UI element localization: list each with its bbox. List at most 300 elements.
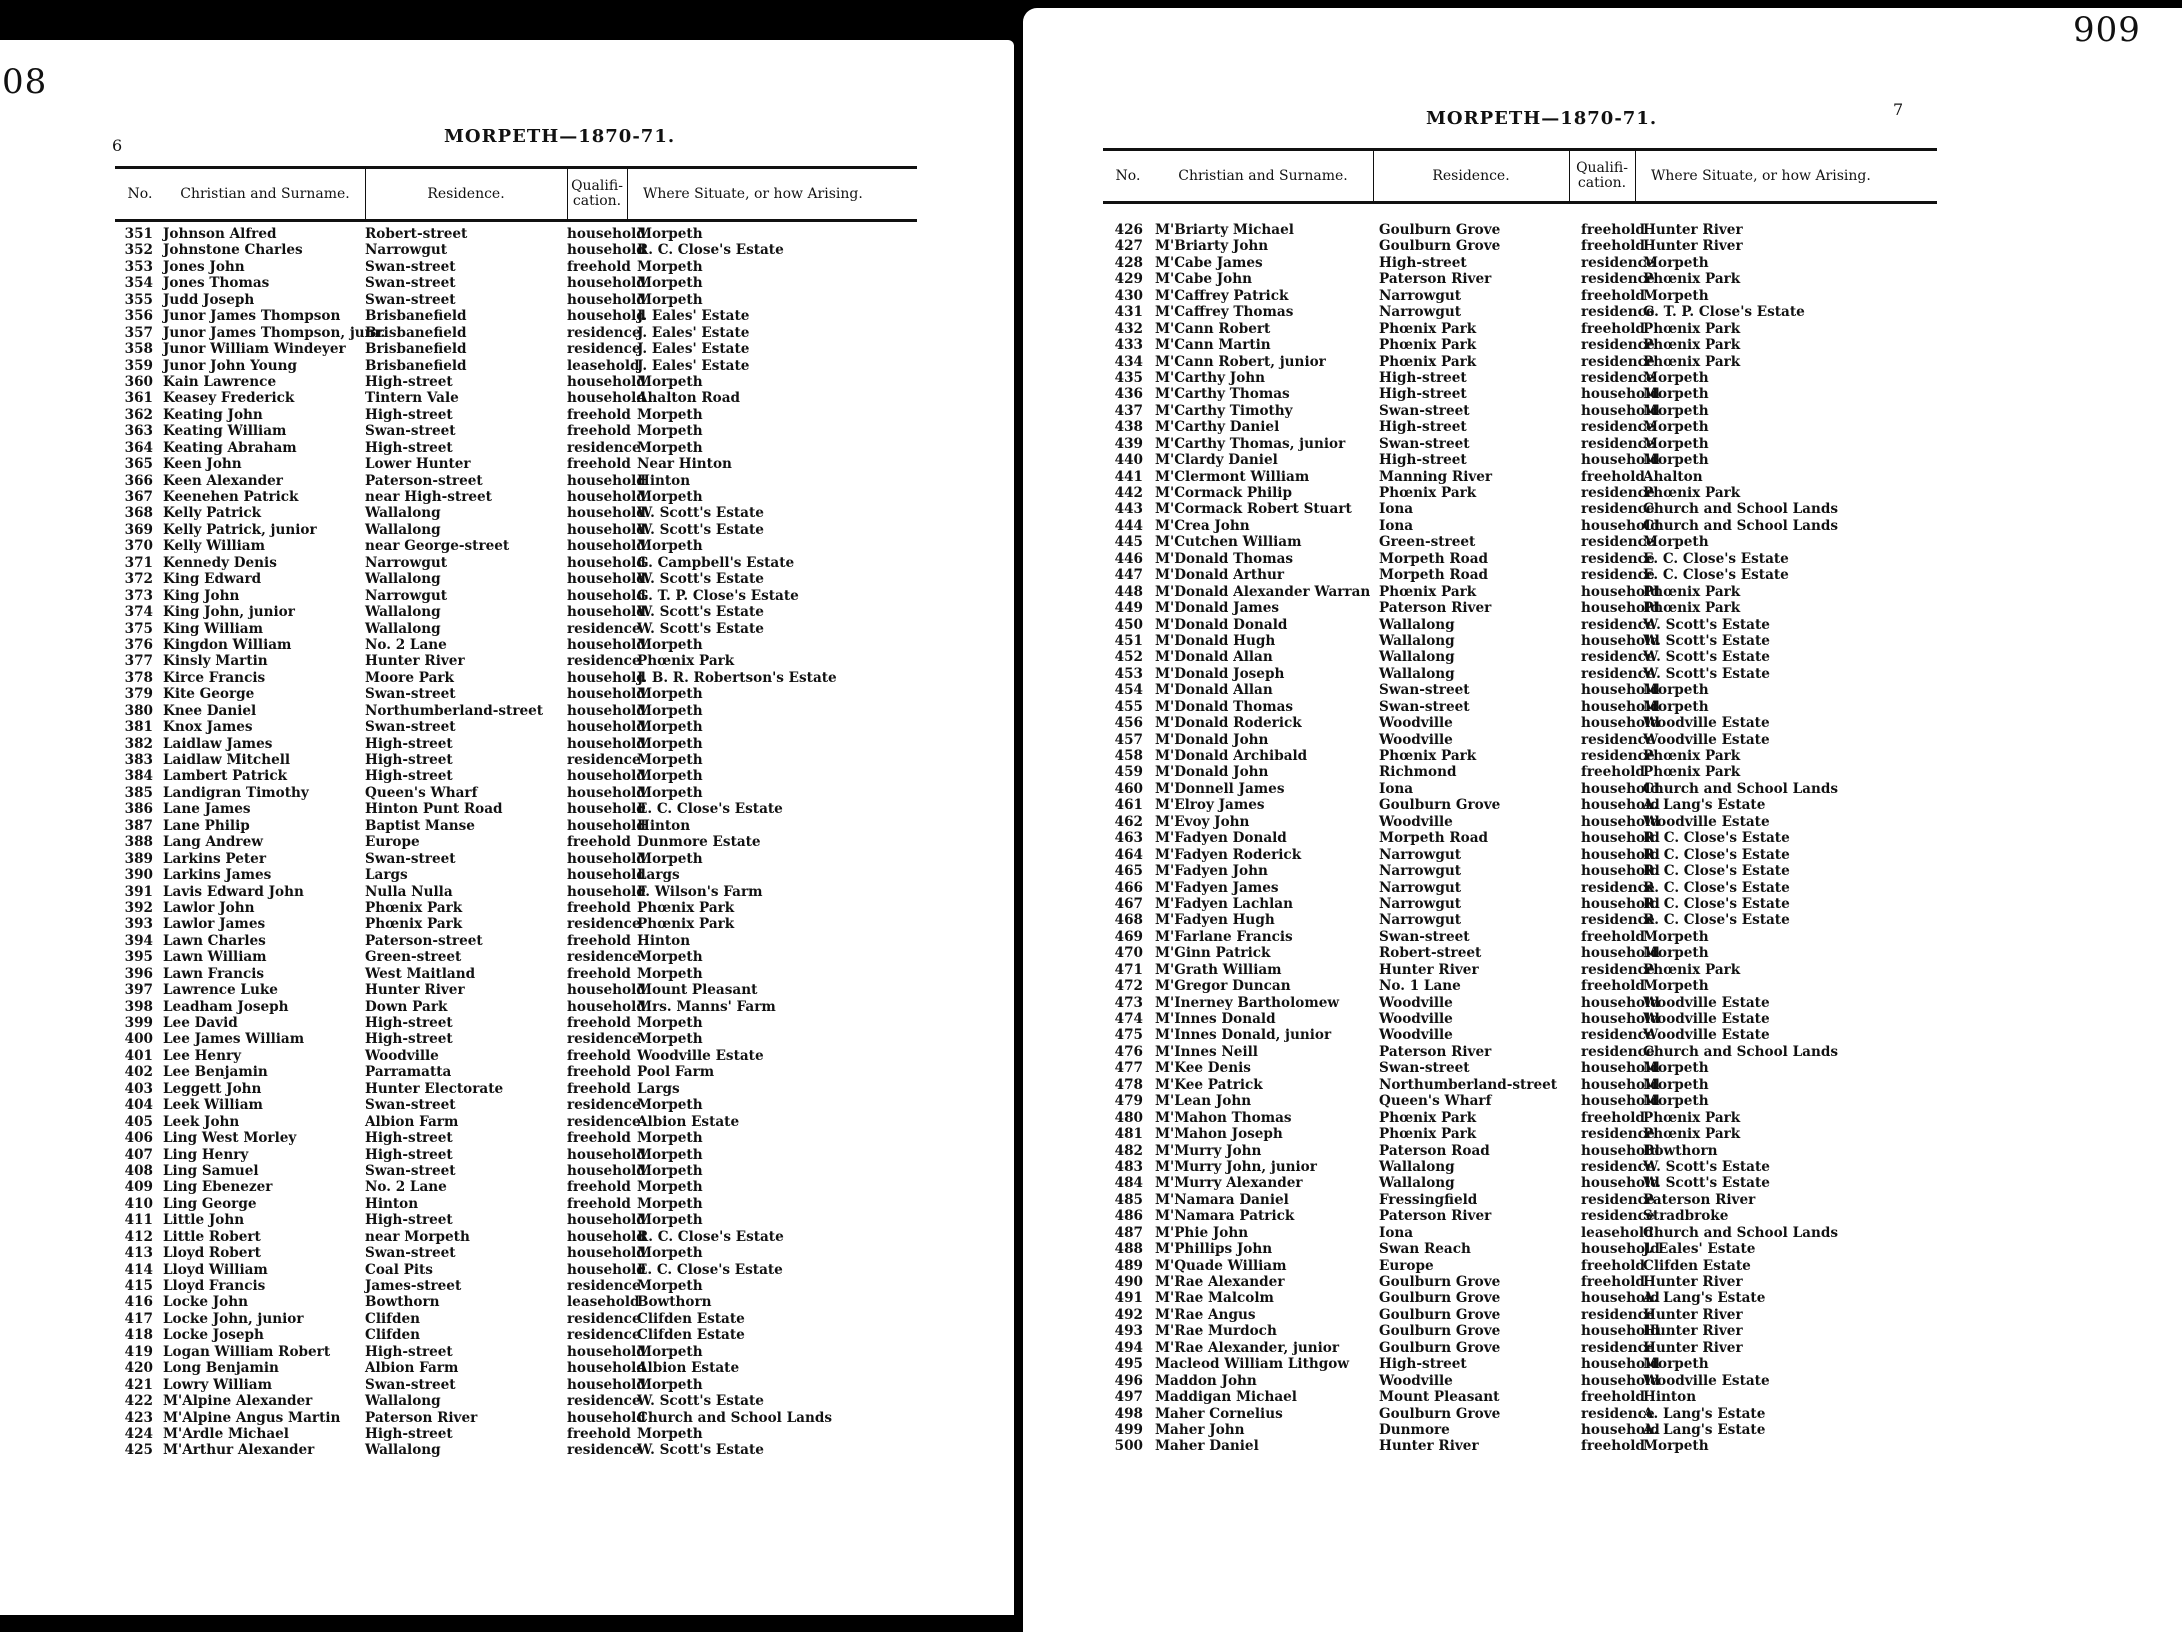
entry-where: R. C. Close's Estate bbox=[1643, 863, 1790, 880]
entry-name: Lane Philip bbox=[163, 817, 250, 834]
entry-name: M'Donald Roderick bbox=[1155, 715, 1302, 732]
entry-name: M'Rae Malcolm bbox=[1155, 1290, 1274, 1307]
entry-residence: Hunter River bbox=[1379, 961, 1479, 978]
entry-name: Ling Henry bbox=[163, 1146, 249, 1163]
entry-number: 424 bbox=[124, 1425, 153, 1442]
entry-qualification: freehold bbox=[1581, 222, 1645, 238]
entry-residence: No. 1 Lane bbox=[1379, 978, 1461, 995]
entry-number: 385 bbox=[124, 784, 153, 801]
entry-where: G. Campbell's Estate bbox=[637, 554, 795, 571]
entry-number: 465 bbox=[1114, 863, 1143, 880]
entry-residence: Woodville bbox=[1379, 1027, 1453, 1044]
entry-where: Morpeth bbox=[637, 291, 703, 308]
entry-residence: Phœnix Park bbox=[1379, 337, 1477, 354]
entry-residence: High-street bbox=[365, 1146, 453, 1163]
entry-qualification: household bbox=[1581, 698, 1660, 715]
entry-residence: Goulburn Grove bbox=[1379, 1405, 1501, 1422]
entry-name: M'Rae Alexander, junior bbox=[1155, 1339, 1340, 1356]
entry-number: 412 bbox=[124, 1228, 153, 1245]
entry-where: Pool Farm bbox=[637, 1064, 715, 1081]
entry-qualification: residence bbox=[1581, 912, 1655, 929]
entry-residence: Morpeth Road bbox=[1379, 550, 1489, 567]
header-no: No. bbox=[1115, 167, 1141, 184]
entry-residence: Down Park bbox=[365, 998, 448, 1015]
entry-where: R. C. Close's Estate bbox=[1643, 830, 1790, 847]
entry-name: Keating William bbox=[163, 423, 287, 440]
entry-residence: Morpeth Road bbox=[1379, 567, 1489, 584]
entry-number: 461 bbox=[1114, 797, 1143, 814]
entry-number: 372 bbox=[124, 571, 153, 588]
entry-qualification: household bbox=[1581, 780, 1660, 797]
entry-residence: near George-street bbox=[365, 538, 510, 555]
entry-name: M'Farlane Francis bbox=[1155, 928, 1293, 945]
entry-qualification: freehold bbox=[567, 423, 631, 440]
entry-residence: Hunter River bbox=[365, 982, 465, 999]
entry-number: 389 bbox=[124, 850, 153, 867]
entry-residence: Swan-street bbox=[365, 850, 456, 867]
entry-residence: Queen's Wharf bbox=[365, 784, 478, 801]
entry-name: Lowry William bbox=[163, 1376, 272, 1393]
entry-residence: Narrowgut bbox=[1379, 879, 1461, 896]
register-row bbox=[115, 834, 915, 850]
entry-number: 416 bbox=[124, 1294, 153, 1311]
entry-where: Phœnix Park bbox=[1643, 353, 1741, 370]
entry-where: Morpeth bbox=[637, 1425, 703, 1442]
entry-where: Woodville Estate bbox=[1643, 715, 1770, 732]
entry-where: Morpeth bbox=[637, 489, 703, 505]
entry-where: Church and School Lands bbox=[1643, 1224, 1838, 1241]
entry-where: Morpeth bbox=[637, 735, 703, 752]
register-row bbox=[115, 1344, 915, 1360]
entry-qualification: freehold bbox=[567, 406, 631, 423]
entry-where: W. Scott's Estate bbox=[637, 1393, 764, 1410]
entry-where: R. C. Close's Estate bbox=[1643, 879, 1790, 896]
entry-residence: Nulla Nulla bbox=[365, 883, 453, 900]
register-row bbox=[1103, 567, 1937, 583]
entry-name: Larkins Peter bbox=[163, 850, 266, 867]
register-row bbox=[1103, 1225, 1937, 1241]
entry-residence: Woodville bbox=[365, 1047, 439, 1064]
entry-qualification: residence bbox=[1581, 731, 1655, 748]
entry-name: M'Kee Patrick bbox=[1155, 1076, 1263, 1093]
entry-qualification: household bbox=[1581, 452, 1660, 469]
entry-name: Lee Benjamin bbox=[163, 1064, 268, 1081]
entry-residence: No. 2 Lane bbox=[365, 1179, 447, 1196]
entry-residence: Green-street bbox=[365, 949, 462, 966]
entry-number: 361 bbox=[124, 390, 153, 407]
entry-qualification: freehold bbox=[1581, 320, 1645, 337]
right-table-header bbox=[1103, 148, 1937, 204]
entry-qualification: household bbox=[1581, 632, 1660, 649]
entry-residence: Narrowgut bbox=[1379, 912, 1461, 929]
entry-number: 462 bbox=[1114, 813, 1143, 830]
entry-name: Leadham Joseph bbox=[163, 998, 289, 1015]
entry-residence: High-street bbox=[365, 1212, 453, 1229]
entry-where: Morpeth bbox=[637, 538, 703, 555]
entry-number: 440 bbox=[1114, 452, 1143, 469]
entry-name: M'Donald Allan bbox=[1155, 682, 1273, 699]
register-row bbox=[1103, 1159, 1937, 1175]
entry-qualification: residence bbox=[567, 1113, 641, 1130]
entry-where: R. C. Close's Estate bbox=[1643, 846, 1790, 863]
entry-name: Locke John bbox=[163, 1294, 248, 1311]
register-row bbox=[1103, 1011, 1937, 1027]
entry-where: R. C. Close's Estate bbox=[637, 1228, 784, 1245]
entry-residence: Goulburn Grove bbox=[1379, 238, 1501, 255]
entry-name: M'Cormack Philip bbox=[1155, 485, 1292, 501]
entry-qualification: freehold bbox=[1581, 238, 1645, 255]
entry-qualification: household bbox=[567, 571, 646, 588]
entry-number: 363 bbox=[124, 423, 153, 440]
entry-number: 448 bbox=[1114, 583, 1143, 600]
register-row bbox=[115, 292, 915, 308]
entry-where: Phœnix Park bbox=[1643, 583, 1741, 600]
entry-name: Lawn William bbox=[163, 949, 267, 966]
entry-where: Morpeth bbox=[637, 1343, 703, 1360]
entry-residence: West Maitland bbox=[365, 965, 476, 982]
entry-residence: Woodville bbox=[1379, 1372, 1453, 1389]
entry-residence: Wallalong bbox=[1379, 1158, 1455, 1175]
entry-number: 393 bbox=[124, 916, 153, 933]
entry-name: King John bbox=[163, 587, 240, 604]
register-row bbox=[1103, 584, 1937, 600]
entry-qualification: household bbox=[567, 242, 646, 259]
entry-qualification: freehold bbox=[567, 456, 631, 473]
entry-name: Laidlaw Mitchell bbox=[163, 752, 291, 768]
register-row bbox=[1103, 945, 1937, 961]
entry-residence: No. 2 Lane bbox=[365, 636, 447, 653]
register-row bbox=[1103, 551, 1937, 567]
entry-qualification: household bbox=[567, 1409, 646, 1426]
entry-number: 431 bbox=[1114, 304, 1143, 321]
entry-number: 423 bbox=[124, 1409, 153, 1426]
entry-qualification: household bbox=[1581, 945, 1660, 962]
entry-where: Hinton bbox=[637, 817, 691, 834]
left-running-head: MORPETH—1870-71. bbox=[444, 126, 676, 147]
entry-number: 403 bbox=[124, 1080, 153, 1097]
entry-qualification: household bbox=[1581, 1142, 1660, 1159]
entry-qualification: residence bbox=[1581, 369, 1655, 386]
entry-qualification: household bbox=[1581, 1011, 1660, 1027]
entry-name: M'Rae Murdoch bbox=[1155, 1323, 1277, 1340]
entry-name: King Edward bbox=[163, 571, 262, 588]
entry-where: Morpeth bbox=[637, 768, 703, 785]
register-row bbox=[115, 1442, 915, 1458]
entry-name: Locke John, junior bbox=[163, 1310, 304, 1327]
register-row bbox=[115, 933, 915, 949]
register-row bbox=[1103, 321, 1937, 337]
entry-name: M'Arthur Alexander bbox=[163, 1442, 315, 1459]
register-row bbox=[1103, 1241, 1937, 1257]
register-row bbox=[1103, 880, 1937, 896]
register-row bbox=[115, 308, 915, 324]
entry-residence: Europe bbox=[365, 834, 420, 851]
register-row bbox=[1103, 1077, 1937, 1093]
header-no: No. bbox=[127, 185, 153, 202]
entry-name: M'Alpine Angus Martin bbox=[163, 1409, 341, 1426]
entry-residence: Albion Farm bbox=[365, 1113, 459, 1130]
entry-number: 369 bbox=[124, 521, 153, 538]
entry-where: Phœnix Park bbox=[637, 916, 735, 933]
entry-qualification: freehold bbox=[567, 834, 631, 851]
register-row bbox=[1103, 1438, 1937, 1454]
register-row bbox=[115, 1426, 915, 1442]
register-row bbox=[115, 226, 915, 242]
entry-number: 489 bbox=[1114, 1257, 1143, 1274]
entry-residence: Europe bbox=[1379, 1257, 1434, 1274]
register-row bbox=[115, 522, 915, 538]
entry-name: Kite George bbox=[163, 686, 255, 703]
entry-number: 388 bbox=[124, 834, 153, 851]
entry-number: 381 bbox=[124, 719, 153, 736]
entry-qualification: freehold bbox=[567, 1179, 631, 1196]
register-row bbox=[115, 555, 915, 571]
entry-qualification: household bbox=[1581, 797, 1660, 814]
entry-number: 419 bbox=[124, 1343, 153, 1360]
entry-residence: Hunter River bbox=[365, 653, 465, 670]
entry-name: Lawlor James bbox=[163, 916, 266, 933]
entry-number: 382 bbox=[124, 735, 153, 752]
register-row bbox=[1103, 764, 1937, 780]
entry-name: M'Grath William bbox=[1155, 961, 1282, 978]
entry-number: 500 bbox=[1114, 1438, 1143, 1455]
entry-qualification: household bbox=[1581, 830, 1660, 847]
entry-name: Keen John bbox=[163, 456, 242, 473]
entry-residence: Swan-street bbox=[1379, 435, 1470, 452]
entry-name: Lloyd William bbox=[163, 1261, 268, 1278]
entry-residence: Swan-street bbox=[365, 1162, 456, 1179]
entry-where: Morpeth bbox=[1643, 254, 1709, 271]
header-where: Where Situate, or how Arising. bbox=[643, 185, 863, 202]
register-row bbox=[1103, 797, 1937, 813]
entry-where: Morpeth bbox=[637, 1097, 703, 1114]
entry-name: M'Donald Joseph bbox=[1155, 665, 1285, 682]
entry-name: Keen Alexander bbox=[163, 472, 283, 489]
entry-qualification: residence bbox=[567, 1278, 641, 1294]
register-row bbox=[115, 1064, 915, 1080]
entry-name: Kelly William bbox=[163, 538, 265, 555]
entry-where: Morpeth bbox=[1643, 928, 1709, 945]
entry-qualification: freehold bbox=[567, 1047, 631, 1064]
entry-name: Keating John bbox=[163, 406, 263, 423]
entry-residence: High-street bbox=[1379, 369, 1467, 386]
entry-qualification: residence bbox=[567, 752, 641, 768]
entry-qualification: residence bbox=[1581, 649, 1655, 666]
entry-name: M'Cutchen William bbox=[1155, 534, 1302, 551]
entry-name: M'Quade William bbox=[1155, 1257, 1287, 1274]
entry-name: Little Robert bbox=[163, 1228, 261, 1245]
entry-qualification: household bbox=[567, 373, 646, 390]
entry-number: 408 bbox=[124, 1162, 153, 1179]
register-row bbox=[1103, 912, 1937, 928]
register-row bbox=[1103, 1175, 1937, 1191]
register-row bbox=[115, 999, 915, 1015]
entry-qualification: household bbox=[567, 587, 646, 604]
entry-where: G. T. P. Close's Estate bbox=[637, 587, 799, 604]
entry-name: Judd Joseph bbox=[163, 291, 255, 308]
entry-where: Morpeth bbox=[1643, 1356, 1709, 1373]
entry-where: Albion Estate bbox=[637, 1360, 740, 1377]
register-row bbox=[1103, 732, 1937, 748]
entry-name: Junor James Thompson, junr. bbox=[163, 324, 386, 341]
entry-qualification: household bbox=[1581, 1421, 1660, 1438]
entry-number: 493 bbox=[1114, 1323, 1143, 1340]
entry-residence: Parramatta bbox=[365, 1064, 452, 1081]
entry-qualification: household bbox=[1581, 583, 1660, 600]
register-row bbox=[115, 982, 915, 998]
entry-qualification: household bbox=[567, 291, 646, 308]
entry-number: 487 bbox=[1114, 1224, 1143, 1241]
entry-name: Leek William bbox=[163, 1097, 263, 1114]
entry-residence: James-street bbox=[365, 1278, 462, 1294]
register-row bbox=[115, 1130, 915, 1146]
entry-qualification: household bbox=[567, 390, 646, 407]
entry-number: 370 bbox=[124, 538, 153, 555]
register-row bbox=[1103, 1208, 1937, 1224]
entry-qualification: residence bbox=[567, 1393, 641, 1410]
entry-number: 427 bbox=[1114, 238, 1143, 255]
entry-name: M'Innes Neill bbox=[1155, 1043, 1258, 1060]
register-row bbox=[115, 1179, 915, 1195]
entry-where: Morpeth bbox=[637, 1162, 703, 1179]
register-row bbox=[1103, 419, 1937, 435]
entry-name: M'Cann Martin bbox=[1155, 337, 1271, 354]
entry-qualification: residence bbox=[1581, 254, 1655, 271]
entry-residence: Wallalong bbox=[365, 521, 441, 538]
entry-number: 405 bbox=[124, 1113, 153, 1130]
entry-residence: Swan-street bbox=[1379, 1060, 1470, 1077]
entry-where: Church and School Lands bbox=[637, 1409, 832, 1426]
entry-residence: Bowthorn bbox=[365, 1294, 440, 1311]
entry-number: 373 bbox=[124, 587, 153, 604]
register-row bbox=[115, 966, 915, 982]
header-name: Christian and Surname. bbox=[1178, 167, 1348, 184]
entry-where: W. Scott's Estate bbox=[1643, 649, 1770, 666]
register-row bbox=[1103, 1110, 1937, 1126]
entry-where: Hunter River bbox=[1643, 1306, 1743, 1323]
register-row bbox=[1103, 830, 1937, 846]
entry-qualification: residence bbox=[567, 1031, 641, 1048]
entry-name: Kelly Patrick bbox=[163, 505, 262, 522]
entry-where: Phœnix Park bbox=[637, 899, 735, 916]
entry-where: Woodville Estate bbox=[1643, 1011, 1770, 1027]
entry-number: 420 bbox=[124, 1360, 153, 1377]
register-row bbox=[1103, 1143, 1937, 1159]
entry-number: 466 bbox=[1114, 879, 1143, 896]
entry-name: Lee David bbox=[163, 1015, 238, 1031]
register-row bbox=[115, 259, 915, 275]
register-row bbox=[1103, 682, 1937, 698]
entry-residence: Dunmore bbox=[1379, 1421, 1450, 1438]
entry-qualification: residence bbox=[1581, 879, 1655, 896]
register-row bbox=[1103, 370, 1937, 386]
entry-qualification: freehold bbox=[567, 258, 631, 275]
entry-name: Leek John bbox=[163, 1113, 240, 1130]
entry-where: Morpeth bbox=[1643, 1060, 1709, 1077]
entry-name: M'Alpine Alexander bbox=[163, 1393, 313, 1410]
entry-name: M'Rae Angus bbox=[1155, 1306, 1256, 1323]
entry-qualification: residence bbox=[567, 439, 641, 456]
entry-residence: Woodville bbox=[1379, 813, 1453, 830]
entry-name: M'Mahon Joseph bbox=[1155, 1126, 1283, 1143]
register-row bbox=[115, 1015, 915, 1031]
entry-where: Clifden Estate bbox=[637, 1310, 745, 1327]
entry-qualification: household bbox=[567, 735, 646, 752]
entry-qualification: freehold bbox=[567, 1015, 631, 1031]
entry-qualification: household bbox=[1581, 1093, 1660, 1110]
entry-where: Morpeth bbox=[1643, 1076, 1709, 1093]
entry-residence: Wallalong bbox=[365, 571, 441, 588]
entry-qualification: freehold bbox=[1581, 287, 1645, 304]
entry-residence: High-street bbox=[1379, 452, 1467, 469]
entry-qualification: residence bbox=[1581, 1208, 1655, 1225]
entry-where: Largs bbox=[637, 867, 680, 884]
entry-residence: Wallalong bbox=[365, 604, 441, 621]
entry-number: 438 bbox=[1114, 419, 1143, 436]
entry-where: W. Scott's Estate bbox=[1643, 616, 1770, 633]
entry-qualification: household bbox=[1581, 994, 1660, 1011]
entry-residence: Goulburn Grove bbox=[1379, 1323, 1501, 1340]
register-row bbox=[1103, 238, 1937, 254]
entry-qualification: household bbox=[567, 850, 646, 867]
entry-qualification: household bbox=[1581, 1060, 1660, 1077]
entry-qualification: household bbox=[567, 1376, 646, 1393]
entry-number: 434 bbox=[1114, 353, 1143, 370]
entry-qualification: household bbox=[1581, 1175, 1660, 1192]
entry-qualification: household bbox=[1581, 1076, 1660, 1093]
entry-where: Hinton bbox=[637, 472, 691, 489]
entry-qualification: household bbox=[567, 669, 646, 686]
entry-name: M'Ginn Patrick bbox=[1155, 945, 1271, 962]
register-row bbox=[115, 768, 915, 784]
entry-number: 366 bbox=[124, 472, 153, 489]
register-row bbox=[115, 456, 915, 472]
entry-name: M'Donald Archibald bbox=[1155, 748, 1308, 764]
header-where: Where Situate, or how Arising. bbox=[1651, 167, 1871, 184]
entry-residence: Goulburn Grove bbox=[1379, 797, 1501, 814]
entry-name: Maher John bbox=[1155, 1421, 1245, 1438]
entry-number: 457 bbox=[1114, 731, 1143, 748]
entry-where: W. Scott's Estate bbox=[637, 571, 764, 588]
register-row bbox=[115, 374, 915, 390]
entry-where: Paterson River bbox=[1643, 1191, 1756, 1208]
entry-number: 430 bbox=[1114, 287, 1143, 304]
entry-qualification: household bbox=[567, 883, 646, 900]
entry-residence: Phœnix Park bbox=[1379, 485, 1477, 501]
entry-name: M'Donald Thomas bbox=[1155, 550, 1294, 567]
entry-qualification: household bbox=[567, 226, 646, 242]
register-row bbox=[115, 358, 915, 374]
entry-qualification: residence bbox=[1581, 1405, 1655, 1422]
register-row bbox=[1103, 1027, 1937, 1043]
entry-where: Hunter River bbox=[1643, 1339, 1743, 1356]
entry-qualification: freehold bbox=[1581, 1438, 1645, 1455]
entry-where: Morpeth bbox=[1643, 1093, 1709, 1110]
entry-qualification: household bbox=[567, 1261, 646, 1278]
entry-name: M'Cabe John bbox=[1155, 271, 1252, 288]
entry-qualification: household bbox=[567, 472, 646, 489]
entry-name: Maher Cornelius bbox=[1155, 1405, 1283, 1422]
entry-number: 383 bbox=[124, 752, 153, 768]
entry-qualification: household bbox=[567, 1162, 646, 1179]
register-row bbox=[115, 818, 915, 834]
entry-qualification: residence bbox=[1581, 1043, 1655, 1060]
entry-qualification: residence bbox=[567, 1327, 641, 1344]
entry-residence: Narrowgut bbox=[1379, 846, 1461, 863]
entry-where: Morpeth bbox=[637, 258, 703, 275]
entry-where: Morpeth bbox=[637, 965, 703, 982]
entry-residence: Paterson Road bbox=[1379, 1142, 1490, 1159]
